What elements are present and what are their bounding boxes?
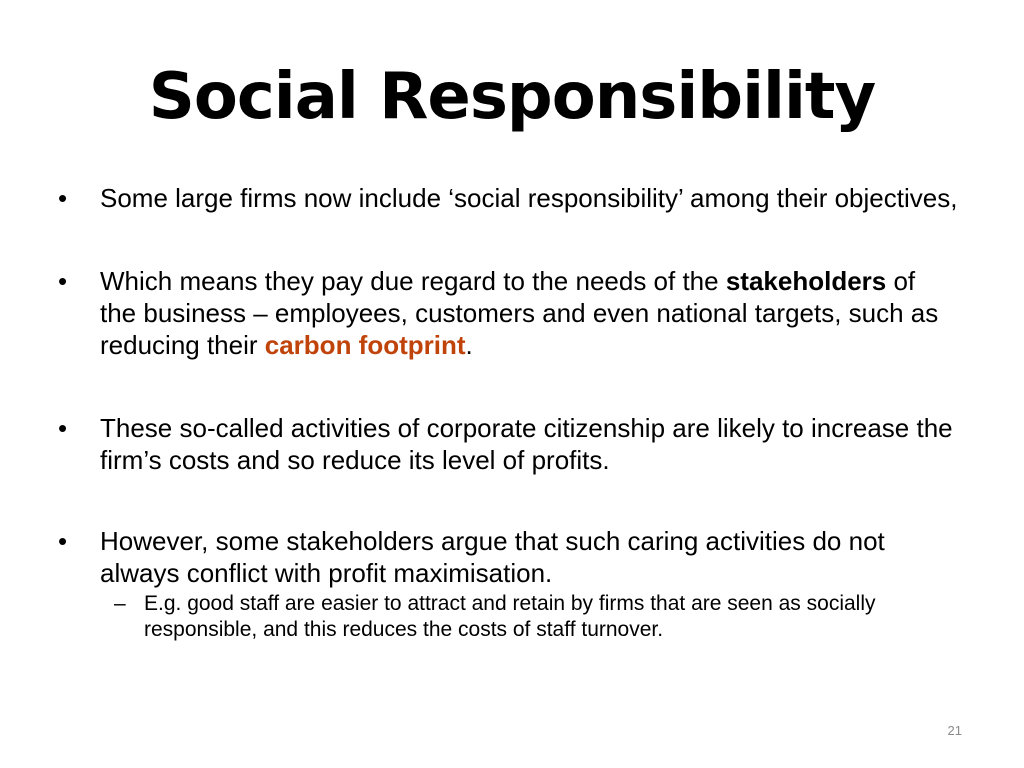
bullet-item: [58, 182, 958, 214]
bullet-item: [58, 525, 958, 643]
sub-bullet-marker: –: [114, 592, 126, 615]
bullet-text-part: .: [465, 330, 473, 360]
bullet-text: These so-called activities of corporate citizenship are likely to increase the firm’s costs and so reduce its level of profits.: [100, 413, 953, 475]
bullet-item: [58, 412, 958, 476]
bullet-marker: •: [58, 266, 68, 296]
sub-bullet-text: E.g. good staff are easier to attract and retain by firms that are seen as socially responsible, and this reduces the costs of staff turnover.: [144, 592, 876, 641]
sub-bullet-list: [100, 591, 958, 643]
slide-title: Social Responsibility: [148, 60, 876, 134]
carbon-footprint-highlight: carbon footprint: [264, 330, 466, 360]
bullet-text-part: of the business – employees, customers and even national targets, such as reducing their: [100, 266, 939, 360]
bullet-list: [58, 182, 958, 676]
page-number: 21: [947, 723, 962, 738]
bullet-text-part: Which means they pay due regard to the needs of the: [100, 266, 726, 296]
bullet-text: However, some stakeholders argue that such caring activities do not always conflict with profit maximisation.: [100, 526, 885, 588]
bullet-item: [58, 265, 958, 361]
stakeholders-emphasis: stakeholders: [725, 266, 887, 296]
bullet-marker: •: [58, 526, 68, 556]
bullet-text: Some large firms now include ‘social responsibility’ among their objectives,: [100, 183, 958, 213]
bullet-marker: •: [58, 413, 68, 443]
bullet-marker: •: [58, 183, 68, 213]
sub-bullet-item: [100, 591, 958, 643]
